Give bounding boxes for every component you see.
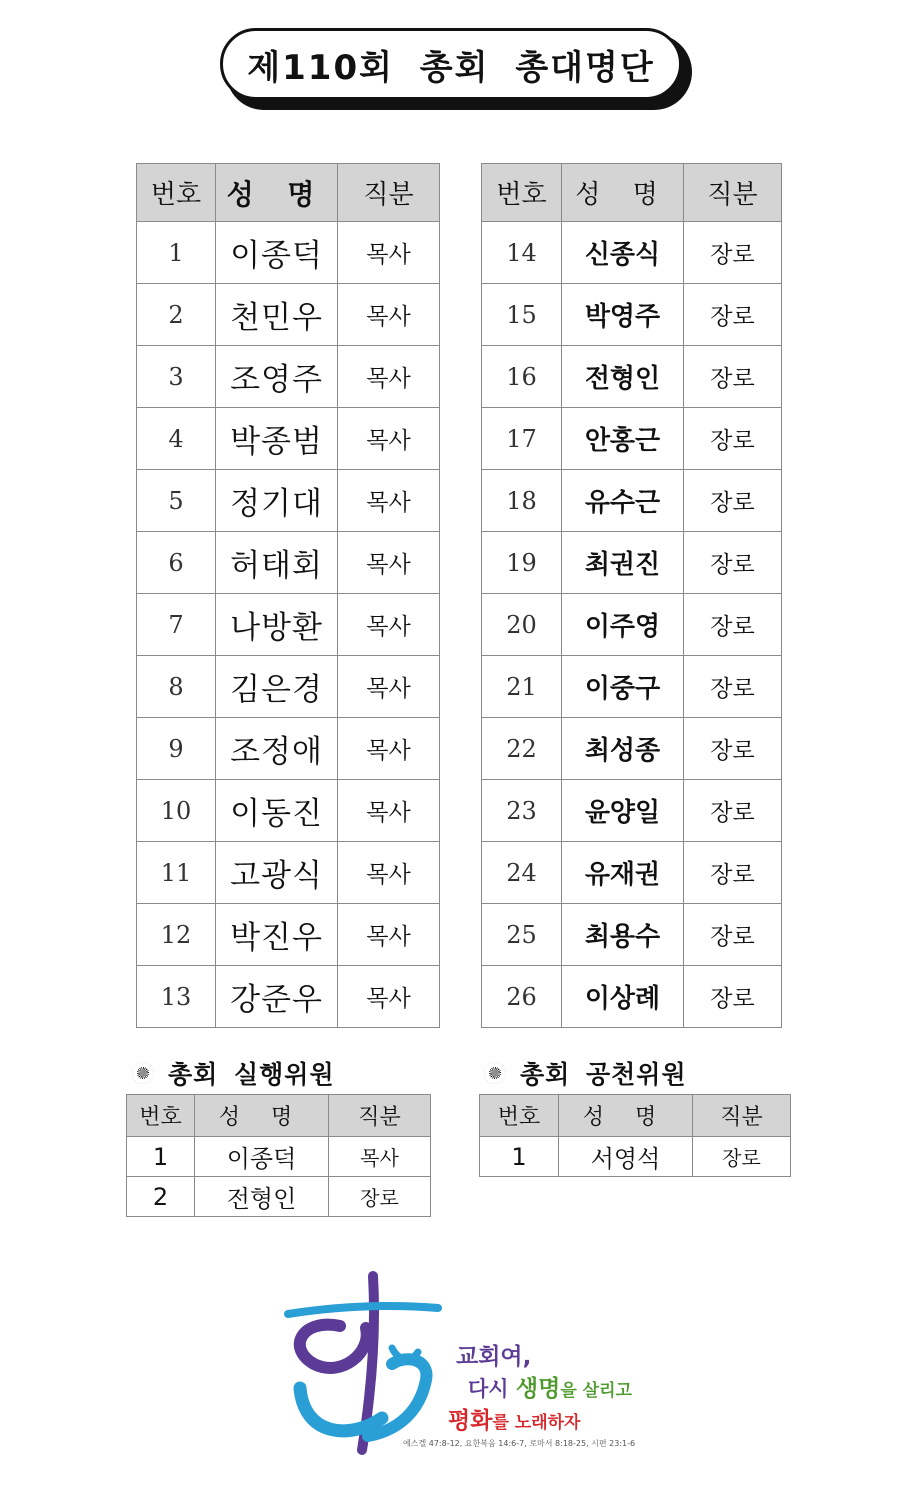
table-header-row — [482, 164, 782, 222]
table-row — [482, 222, 782, 284]
row-role: 목사 — [338, 904, 440, 966]
row-num: 4 — [137, 408, 216, 470]
row-role: 장로 — [684, 470, 782, 532]
row-name: 이동진 — [216, 780, 338, 842]
row-name: 신종식 — [562, 222, 684, 284]
table-row — [137, 904, 440, 966]
row-num: 2 — [137, 284, 216, 346]
row-num: 23 — [482, 780, 562, 842]
slogan-line-2-part-b: 생명 — [515, 1376, 561, 1402]
table-row — [137, 470, 440, 532]
delegates-table-right — [481, 163, 782, 1028]
row-role: 목사 — [338, 966, 440, 1028]
row-role: 목사 — [338, 718, 440, 780]
table-row — [137, 656, 440, 718]
row-name: 이상례 — [562, 966, 684, 1028]
header-name: 성 명 — [216, 164, 338, 222]
row-num: 6 — [137, 532, 216, 594]
nomination-committee-title: 총회 공천위원 — [520, 1060, 687, 1089]
table-row — [482, 842, 782, 904]
nomination-committee-heading — [484, 1055, 687, 1091]
row-num: 14 — [482, 222, 562, 284]
page-title: 제110회 총회 총대명단 — [220, 28, 682, 100]
row-num: 2 — [127, 1177, 195, 1217]
row-role: 목사 — [338, 842, 440, 904]
row-role: 장로 — [684, 718, 782, 780]
row-role: 장로 — [684, 346, 782, 408]
row-role: 목사 — [338, 780, 440, 842]
table-header-row — [137, 164, 440, 222]
row-name: 전형인 — [195, 1177, 329, 1217]
sunburst-icon — [484, 1062, 506, 1084]
row-num: 1 — [480, 1137, 559, 1177]
row-role: 장로 — [684, 656, 782, 718]
row-name: 박진우 — [216, 904, 338, 966]
table-row — [482, 346, 782, 408]
row-role: 목사 — [338, 222, 440, 284]
row-role: 장로 — [684, 904, 782, 966]
logo-cross-horizontal — [288, 1306, 438, 1314]
row-name: 이주영 — [562, 594, 684, 656]
table-header-row — [127, 1095, 431, 1137]
row-role: 장로 — [684, 532, 782, 594]
table-row — [137, 284, 440, 346]
title-banner — [220, 28, 694, 112]
row-role: 장로 — [684, 780, 782, 842]
row-name: 이중구 — [562, 656, 684, 718]
row-role: 장로 — [684, 222, 782, 284]
row-name: 전형인 — [562, 346, 684, 408]
table-row — [482, 532, 782, 594]
row-name: 고광식 — [216, 842, 338, 904]
table-row — [482, 966, 782, 1028]
row-name: 박영주 — [562, 284, 684, 346]
row-role: 장로 — [684, 966, 782, 1028]
header-num: 번호 — [482, 164, 562, 222]
table-row — [482, 718, 782, 780]
row-num: 11 — [137, 842, 216, 904]
header-role: 직분 — [693, 1095, 791, 1137]
row-role: 목사 — [338, 284, 440, 346]
row-num: 21 — [482, 656, 562, 718]
row-num: 7 — [137, 594, 216, 656]
row-num: 9 — [137, 718, 216, 780]
table-row — [137, 842, 440, 904]
row-num: 24 — [482, 842, 562, 904]
row-name: 허태회 — [216, 532, 338, 594]
table-row — [137, 346, 440, 408]
slogan-line-3-part-a: 평화 — [448, 1408, 493, 1434]
row-num: 8 — [137, 656, 216, 718]
logo-fish-loop — [300, 1325, 367, 1368]
row-role: 목사 — [338, 594, 440, 656]
row-name: 조정애 — [216, 718, 338, 780]
row-num: 26 — [482, 966, 562, 1028]
row-num: 5 — [137, 470, 216, 532]
row-role: 장로 — [684, 594, 782, 656]
table-header-row — [480, 1095, 791, 1137]
row-num: 10 — [137, 780, 216, 842]
row-name: 정기대 — [216, 470, 338, 532]
row-name: 이종덕 — [195, 1137, 329, 1177]
table-row — [137, 594, 440, 656]
row-name: 김은경 — [216, 656, 338, 718]
table-row — [482, 594, 782, 656]
nomination-committee-table — [479, 1094, 791, 1177]
header-role: 직분 — [329, 1095, 431, 1137]
row-role: 목사 — [338, 346, 440, 408]
header-num: 번호 — [137, 164, 216, 222]
row-num: 3 — [137, 346, 216, 408]
row-name: 천민우 — [216, 284, 338, 346]
row-role: 목사 — [338, 408, 440, 470]
slogan-line-2-part-a: 다시 — [468, 1377, 516, 1401]
row-role: 목사 — [338, 532, 440, 594]
sunburst-icon — [132, 1062, 154, 1084]
row-role: 목사 — [329, 1137, 431, 1177]
row-role: 목사 — [338, 656, 440, 718]
row-name: 최권진 — [562, 532, 684, 594]
table-row — [137, 966, 440, 1028]
slogan-line-2 — [468, 1370, 632, 1403]
row-role: 목사 — [338, 470, 440, 532]
row-name: 조영주 — [216, 346, 338, 408]
header-role: 직분 — [338, 164, 440, 222]
table-row — [137, 408, 440, 470]
executive-committee-title: 총회 실행위원 — [168, 1060, 335, 1089]
table-row — [480, 1137, 791, 1177]
table-row — [137, 780, 440, 842]
row-name: 강준우 — [216, 966, 338, 1028]
row-num: 15 — [482, 284, 562, 346]
row-name: 최성종 — [562, 718, 684, 780]
row-num: 1 — [127, 1137, 195, 1177]
table-row — [137, 222, 440, 284]
row-role: 장로 — [684, 408, 782, 470]
row-num: 12 — [137, 904, 216, 966]
row-num: 22 — [482, 718, 562, 780]
slogan-line-3-part-b: 를 노래하자 — [492, 1413, 581, 1433]
executive-committee-heading — [132, 1055, 335, 1091]
row-role: 장로 — [684, 842, 782, 904]
executive-committee-table — [126, 1094, 431, 1217]
slogan-line-3 — [448, 1402, 580, 1435]
header-name: 성 명 — [195, 1095, 329, 1137]
row-num: 19 — [482, 532, 562, 594]
slogan-line-1: 교회여, — [456, 1344, 532, 1370]
row-num: 16 — [482, 346, 562, 408]
table-row — [482, 904, 782, 966]
table-row — [482, 656, 782, 718]
row-name: 안홍근 — [562, 408, 684, 470]
header-num: 번호 — [480, 1095, 559, 1137]
header-name: 성 명 — [559, 1095, 693, 1137]
row-num: 25 — [482, 904, 562, 966]
row-role: 장로 — [329, 1177, 431, 1217]
table-row — [482, 780, 782, 842]
row-num: 17 — [482, 408, 562, 470]
row-num: 18 — [482, 470, 562, 532]
row-name: 유수근 — [562, 470, 684, 532]
header-num: 번호 — [127, 1095, 195, 1137]
verse-reference: 에스겔 47:8-12, 요한복음 14:6-7, 로마서 8:18-25, 시편 23:1-6 — [403, 1439, 636, 1448]
row-num: 20 — [482, 594, 562, 656]
table-row — [127, 1177, 431, 1217]
row-name: 윤양일 — [562, 780, 684, 842]
header-name: 성 명 — [562, 164, 684, 222]
row-name: 서영석 — [559, 1137, 693, 1177]
row-num: 1 — [137, 222, 216, 284]
row-name: 유재권 — [562, 842, 684, 904]
table-row — [137, 532, 440, 594]
table-row — [482, 284, 782, 346]
row-num: 13 — [137, 966, 216, 1028]
table-row — [127, 1137, 431, 1177]
row-role: 장로 — [693, 1137, 791, 1177]
table-row — [137, 718, 440, 780]
row-role: 장로 — [684, 284, 782, 346]
row-name: 박종범 — [216, 408, 338, 470]
slogan-line-2-part-c: 을 살리고 — [560, 1381, 632, 1401]
table-row — [482, 470, 782, 532]
row-name: 나방환 — [216, 594, 338, 656]
delegates-table-left — [136, 163, 440, 1028]
row-name: 이종덕 — [216, 222, 338, 284]
row-name: 최용수 — [562, 904, 684, 966]
table-row — [482, 408, 782, 470]
header-role: 직분 — [684, 164, 782, 222]
